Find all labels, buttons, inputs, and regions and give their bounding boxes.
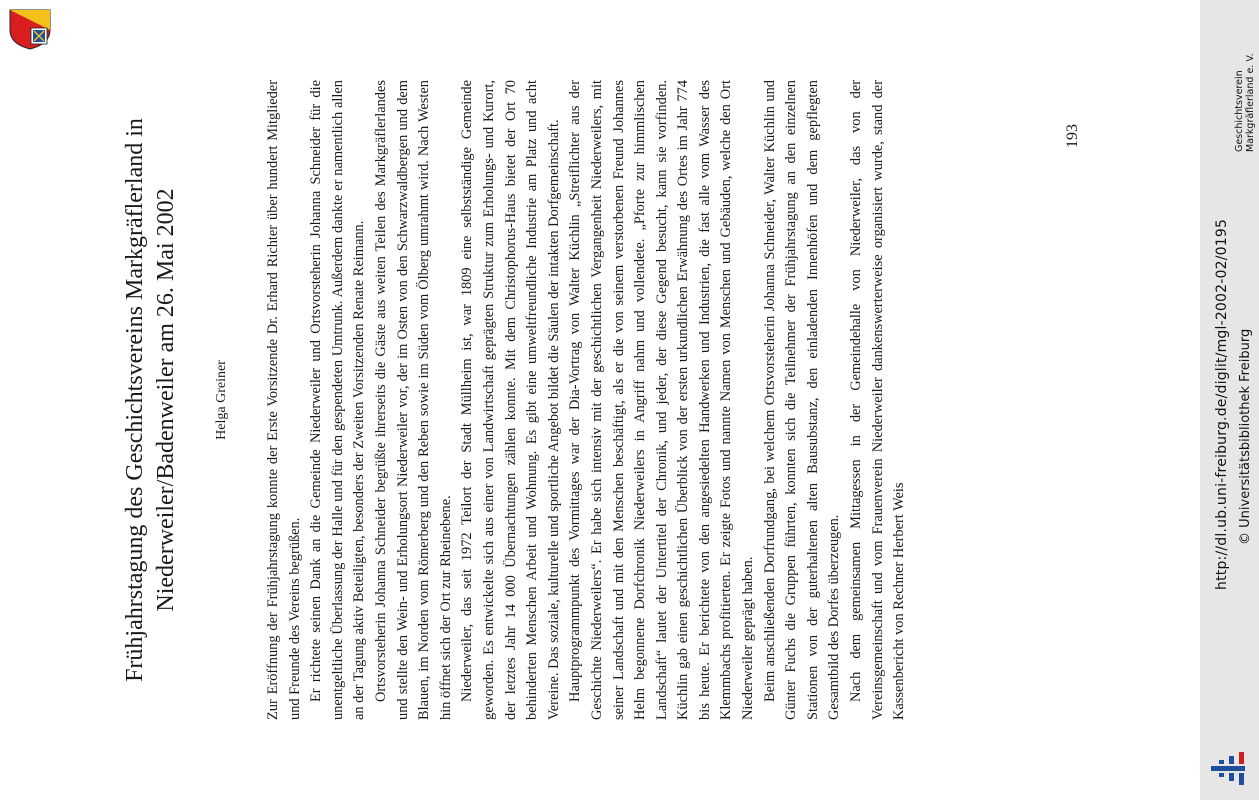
shield-icon [10,10,50,49]
document-title [120,80,182,720]
document-page [120,80,1090,720]
paragraph: Ortsvorsteherin Johanna Schneider begrüßte ihrerseits die Gäste aus weiten Teilen des Markgräflerlandes und stellte den Wein- und Erholungsort Niederweiler vor, der im Osten von den Schwarzwaldbergen und dem Blauen, im Norden vom Römerberg und den Reben sowie im Süden vom Ölberg umrahmt wird. Nach Westen hin öffnet sich der Ort zur Rheinebene. [372,80,454,720]
paragraph: Nach dem gemeinsamen Mittagessen in der Gemeindehalle von Niederweiler, das von der Vereinsgemeinschaft und vom Frauenverein Niederweiler dankenswerterweise organisiert wurde, stand der Kassenbericht von Rechner Herbert Weis [848,80,908,720]
title-line-1: Frühjahrstagung des Geschichtsvereins Markgräflerland in [122,118,148,682]
ub-freiburg-logo-icon [1205,748,1255,788]
coat-of-arms-logo-icon [8,8,52,50]
page-number [1064,118,1088,148]
paragraph: Hauptprogrammpunkt des Vormittages war der Dia-Vortrag von Walter Küchlin „Streiflichter aus der Geschichte Niederweilers“. Er habe sich intensiv mit der geschichtlichen Vergangenheit Niederweilers, mit seiner Landschaft und mit den Menschen beschäftigt, als er die von seinem verstorbenen Freund Johannes Helm begonnene Dorfchronik Niederweilers in Angriff nahm und vollendete. „Pforte zur himmlischen Landschaft“ lautet der Untertitel der Chronik, und jeder, der diese Gegend besucht, kann sie vorfinden. Küchlin gab einen geschichtlichen Überblick von der ersten urkundlichen Erwähnung des Ortes im Jahr 774 bis heute. Er berichtete von den angesiedelten Handwerken und Industrien, die fast alle vom Wasser des Klemmbachs profitierten. Er zeigte Fotos und nannte Namen von Menschen und Gebäuden, welche den Ort Niederweiler geprägt haben. [567,80,757,720]
permalink-url[interactable]: http://dl.ub.uni-freiburg.de/diglit/mgl-2002-02/0195 [1214,218,1230,590]
association-name-line-2: Markgräflerland e. V. [1245,53,1256,152]
paragraph: Zur Eröffnung der Frühjahrstagung konnte der Erste Vorsitzende Dr. Erhard Richter über hundert Mitglieder und Freunde des Vereins begrüßen. [265,80,303,720]
page-number-text: 193 [1064,124,1081,148]
author-name: Helga Greiner [214,360,229,440]
title-line-2: Niederweiler/Badenweiler am 26. Mai 2002 [153,188,179,612]
association-name-line-1: Geschichtsverein [1234,70,1245,152]
paragraph: Er richtete seinen Dank an die Gemeinde Niederweiler und Ortsvorsteherin Johanna Schneider für die unentgeltliche Überlassung der Halle und für den gespendeten Umtrunk. Außerdem dankte er namentlich allen an der Tagung aktiv Beteiligten, besonders der Zweiten Vorsitzenden Renate Reimann. [308,80,368,720]
article-body [263,80,911,720]
copyright-notice: © Universitätsbibliothek Freiburg [1238,328,1253,545]
paragraph: Beim anschließenden Dorfrundgang, bei welchem Ortsvorsteherin Johanna Schneider, Walter Küchlin und Günter Fuchs die Gruppen führten, konnten sich die Teilnehmer der Frühjahrstagung an den einzelnen Stationen von der guterhaltenen alten Bausubstanz, den einladenden Innenhöfen und dem gepflegten Gesamtbild des Dorfes überzeugen. [761,80,843,720]
paragraph: Niederweiler, das seit 1972 Teilort der Stadt Müllheim ist, war 1809 eine selbstständige Gemeinde geworden. Es entwickelte sich aus einer von Landwirtschaft geprägten Struktur zum Erholungs- und Kurort, der letztes Jahr 14 000 Übernachtungen zählen konnte. Mit dem Christophorus-Haus bietet der Ort 70 behinderten Menschen Arbeit und Wohnung. Es gibt eine umweltfreundliche Industrie am Platz und acht Vereine. Das soziale, kulturelle und sportliche Angebot bildet die Säulen der intakten Dorfgemeinschaft. [459,80,562,720]
